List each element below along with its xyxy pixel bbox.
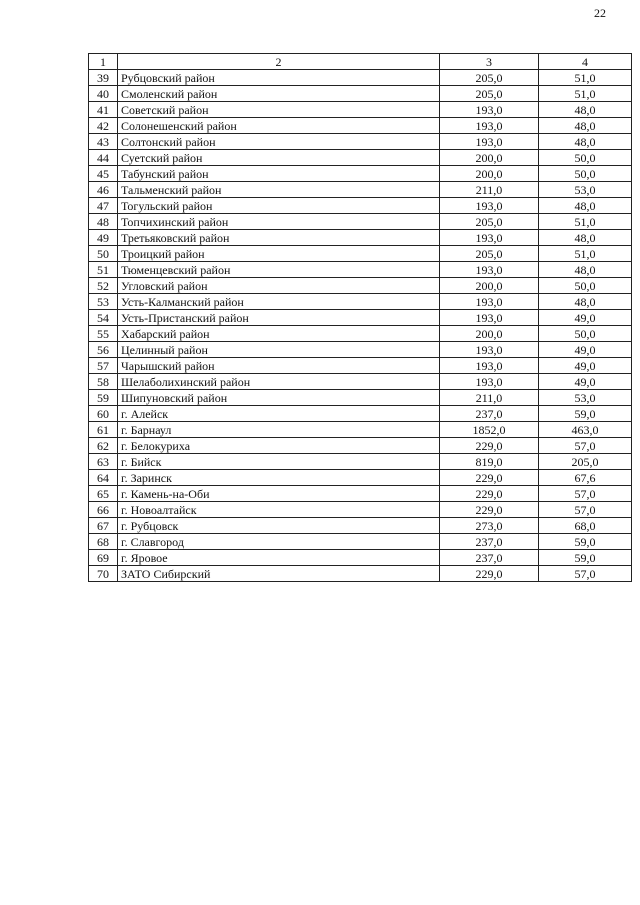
row-number-cell: 55 — [89, 326, 118, 342]
value-4-cell: 51,0 — [539, 86, 632, 102]
row-number-cell: 61 — [89, 422, 118, 438]
value-3-cell: 193,0 — [440, 294, 539, 310]
table-row — [89, 374, 632, 390]
table-row — [89, 230, 632, 246]
table-row — [89, 70, 632, 86]
value-3-cell: 229,0 — [440, 566, 539, 582]
value-3-cell: 193,0 — [440, 262, 539, 278]
table-row — [89, 86, 632, 102]
row-number-cell: 41 — [89, 102, 118, 118]
value-3-cell: 237,0 — [440, 406, 539, 422]
name-cell: Суетский район — [118, 150, 440, 166]
value-3-cell: 211,0 — [440, 182, 539, 198]
row-number-cell: 47 — [89, 198, 118, 214]
table-row — [89, 342, 632, 358]
table-row — [89, 166, 632, 182]
table-row — [89, 214, 632, 230]
table-row — [89, 518, 632, 534]
value-3-cell: 229,0 — [440, 438, 539, 454]
table-row — [89, 470, 632, 486]
value-3-cell: 200,0 — [440, 166, 539, 182]
row-number-cell: 65 — [89, 486, 118, 502]
table-row — [89, 262, 632, 278]
table-row — [89, 294, 632, 310]
value-4-cell: 49,0 — [539, 310, 632, 326]
value-4-cell: 51,0 — [539, 70, 632, 86]
row-number-cell: 52 — [89, 278, 118, 294]
value-4-cell: 50,0 — [539, 326, 632, 342]
name-cell: Хабарский район — [118, 326, 440, 342]
column-header-3: 3 — [440, 54, 539, 70]
value-4-cell: 48,0 — [539, 102, 632, 118]
value-3-cell: 205,0 — [440, 214, 539, 230]
value-4-cell: 59,0 — [539, 406, 632, 422]
value-3-cell: 200,0 — [440, 326, 539, 342]
value-4-cell: 48,0 — [539, 262, 632, 278]
value-3-cell: 193,0 — [440, 118, 539, 134]
value-4-cell: 48,0 — [539, 294, 632, 310]
name-cell: г. Белокуриха — [118, 438, 440, 454]
value-3-cell: 237,0 — [440, 550, 539, 566]
value-4-cell: 53,0 — [539, 182, 632, 198]
name-cell: г. Рубцовск — [118, 518, 440, 534]
value-4-cell: 68,0 — [539, 518, 632, 534]
value-4-cell: 50,0 — [539, 278, 632, 294]
row-number-cell: 39 — [89, 70, 118, 86]
name-cell: Шипуновский район — [118, 390, 440, 406]
row-number-cell: 62 — [89, 438, 118, 454]
name-cell: Усть-Калманский район — [118, 294, 440, 310]
table-row — [89, 118, 632, 134]
row-number-cell: 70 — [89, 566, 118, 582]
name-cell: г. Яровое — [118, 550, 440, 566]
value-4-cell: 48,0 — [539, 198, 632, 214]
table-row — [89, 422, 632, 438]
table-row — [89, 134, 632, 150]
row-number-cell: 69 — [89, 550, 118, 566]
value-3-cell: 237,0 — [440, 534, 539, 550]
row-number-cell: 53 — [89, 294, 118, 310]
value-3-cell: 193,0 — [440, 198, 539, 214]
name-cell: Чарышский район — [118, 358, 440, 374]
value-3-cell: 205,0 — [440, 70, 539, 86]
value-3-cell: 205,0 — [440, 86, 539, 102]
table-row — [89, 502, 632, 518]
value-4-cell: 59,0 — [539, 534, 632, 550]
value-3-cell: 193,0 — [440, 230, 539, 246]
name-cell: Топчихинский район — [118, 214, 440, 230]
table-row — [89, 534, 632, 550]
name-cell: ЗАТО Сибирский — [118, 566, 440, 582]
row-number-cell: 60 — [89, 406, 118, 422]
table-row — [89, 182, 632, 198]
table-row — [89, 454, 632, 470]
value-3-cell: 819,0 — [440, 454, 539, 470]
value-3-cell: 193,0 — [440, 102, 539, 118]
table-row — [89, 310, 632, 326]
name-cell: г. Бийск — [118, 454, 440, 470]
table-row — [89, 438, 632, 454]
value-4-cell: 67,6 — [539, 470, 632, 486]
value-4-cell: 48,0 — [539, 134, 632, 150]
value-4-cell: 57,0 — [539, 486, 632, 502]
name-cell: Целинный район — [118, 342, 440, 358]
value-3-cell: 229,0 — [440, 502, 539, 518]
value-3-cell: 273,0 — [440, 518, 539, 534]
name-cell: Тальменский район — [118, 182, 440, 198]
value-4-cell: 50,0 — [539, 166, 632, 182]
table-row — [89, 150, 632, 166]
row-number-cell: 44 — [89, 150, 118, 166]
row-number-cell: 48 — [89, 214, 118, 230]
table-row — [89, 486, 632, 502]
name-cell: г. Новоалтайск — [118, 502, 440, 518]
name-cell: Троицкий район — [118, 246, 440, 262]
row-number-cell: 56 — [89, 342, 118, 358]
row-number-cell: 66 — [89, 502, 118, 518]
name-cell: г. Славгород — [118, 534, 440, 550]
value-4-cell: 51,0 — [539, 246, 632, 262]
page-number: 22 — [594, 6, 606, 20]
name-cell: Солтонский район — [118, 134, 440, 150]
table-row — [89, 278, 632, 294]
value-3-cell: 193,0 — [440, 374, 539, 390]
name-cell: Угловский район — [118, 278, 440, 294]
value-3-cell: 200,0 — [440, 150, 539, 166]
row-number-cell: 46 — [89, 182, 118, 198]
name-cell: Смоленский район — [118, 86, 440, 102]
value-3-cell: 200,0 — [440, 278, 539, 294]
value-4-cell: 463,0 — [539, 422, 632, 438]
row-number-cell: 50 — [89, 246, 118, 262]
value-4-cell: 51,0 — [539, 214, 632, 230]
value-4-cell: 50,0 — [539, 150, 632, 166]
value-3-cell: 229,0 — [440, 486, 539, 502]
value-4-cell: 49,0 — [539, 358, 632, 374]
value-3-cell: 193,0 — [440, 342, 539, 358]
value-4-cell: 205,0 — [539, 454, 632, 470]
name-cell: Советский район — [118, 102, 440, 118]
name-cell: г. Алейск — [118, 406, 440, 422]
row-number-cell: 64 — [89, 470, 118, 486]
table-body — [89, 54, 632, 582]
value-4-cell: 57,0 — [539, 566, 632, 582]
column-header-4: 4 — [539, 54, 632, 70]
table-row — [89, 246, 632, 262]
row-number-cell: 63 — [89, 454, 118, 470]
table-row — [89, 550, 632, 566]
value-4-cell: 53,0 — [539, 390, 632, 406]
value-4-cell: 48,0 — [539, 230, 632, 246]
name-cell: Рубцовский район — [118, 70, 440, 86]
value-4-cell: 49,0 — [539, 342, 632, 358]
table-row — [89, 406, 632, 422]
name-cell: г. Камень-на-Оби — [118, 486, 440, 502]
row-number-cell: 57 — [89, 358, 118, 374]
name-cell: Тюменцевский район — [118, 262, 440, 278]
value-4-cell: 57,0 — [539, 438, 632, 454]
table-header-row — [89, 54, 632, 70]
value-4-cell: 59,0 — [539, 550, 632, 566]
name-cell: Шелаболихинский район — [118, 374, 440, 390]
row-number-cell: 40 — [89, 86, 118, 102]
table-row — [89, 390, 632, 406]
value-3-cell: 193,0 — [440, 310, 539, 326]
value-3-cell: 211,0 — [440, 390, 539, 406]
name-cell: г. Заринск — [118, 470, 440, 486]
table-row — [89, 566, 632, 582]
value-4-cell: 57,0 — [539, 502, 632, 518]
value-3-cell: 193,0 — [440, 134, 539, 150]
table-row — [89, 102, 632, 118]
row-number-cell: 43 — [89, 134, 118, 150]
row-number-cell: 68 — [89, 534, 118, 550]
table-row — [89, 326, 632, 342]
value-3-cell: 193,0 — [440, 358, 539, 374]
row-number-cell: 42 — [89, 118, 118, 134]
row-number-cell: 67 — [89, 518, 118, 534]
value-3-cell: 205,0 — [440, 246, 539, 262]
data-table — [88, 53, 632, 582]
name-cell: Тогульский район — [118, 198, 440, 214]
name-cell: Усть-Пристанский район — [118, 310, 440, 326]
name-cell: г. Барнаул — [118, 422, 440, 438]
row-number-cell: 59 — [89, 390, 118, 406]
value-4-cell: 48,0 — [539, 118, 632, 134]
value-3-cell: 1852,0 — [440, 422, 539, 438]
row-number-cell: 45 — [89, 166, 118, 182]
row-number-cell: 54 — [89, 310, 118, 326]
row-number-cell: 49 — [89, 230, 118, 246]
row-number-cell: 58 — [89, 374, 118, 390]
name-cell: Табунский район — [118, 166, 440, 182]
table-row — [89, 198, 632, 214]
name-cell: Солонешенский район — [118, 118, 440, 134]
column-header-1: 1 — [89, 54, 118, 70]
name-cell: Третьяковский район — [118, 230, 440, 246]
table-row — [89, 358, 632, 374]
value-3-cell: 229,0 — [440, 470, 539, 486]
column-header-2: 2 — [118, 54, 440, 70]
row-number-cell: 51 — [89, 262, 118, 278]
value-4-cell: 49,0 — [539, 374, 632, 390]
